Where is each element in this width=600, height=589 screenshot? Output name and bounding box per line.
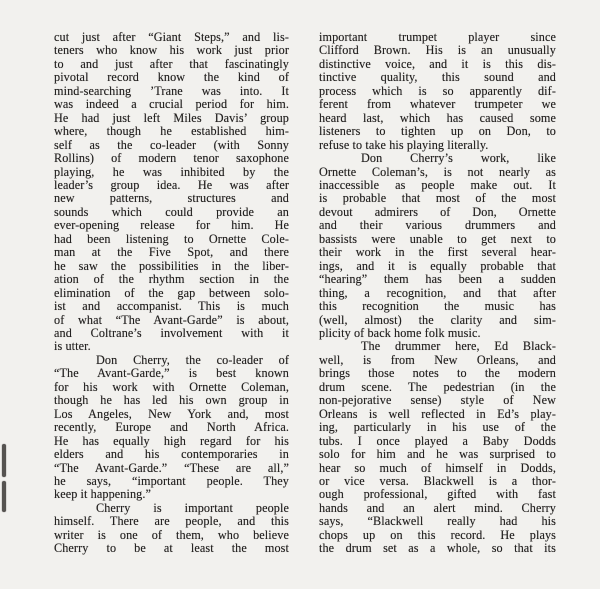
text-line: ing, particularly in his use of the — [319, 420, 556, 435]
text-line: sounds which could provide an — [54, 204, 289, 219]
text-line: ist and accompanist. This is much — [54, 299, 289, 314]
text-line: himself. There are people, and this — [54, 514, 289, 529]
text-line: important trumpet player since — [319, 30, 556, 44]
text-line: solo for him and he was surprised to — [319, 447, 556, 462]
text-line: Orleans is well reflected in Ed’s play- — [319, 406, 556, 421]
text-line: inaccessible as people make out. It — [319, 177, 556, 192]
text-line: ough professional, gifted with fast — [319, 487, 556, 502]
text-line: plicity of back home folk music. — [319, 325, 481, 340]
text-line: self as the co-leader (with Sonny — [54, 137, 289, 152]
text-line: mind-searching ’Trane was into. It — [54, 83, 289, 98]
text-line: brings those notes to the modern — [319, 366, 556, 381]
text-line: or vice versa. Blackwell is a thor- — [319, 473, 556, 488]
text-line: keep it happening.” — [54, 487, 151, 502]
text-line: recently, Europe and North Africa. — [54, 420, 289, 435]
text-line: says, “Blackwell really had his — [319, 514, 556, 529]
text-line: pivotal record know the kind of — [54, 70, 289, 85]
text-line: non-pejorative sense) style of New — [319, 393, 556, 408]
text-column-left — [54, 31, 289, 556]
text-line: heard last, which has caused some — [319, 110, 556, 125]
text-line: Don Cherry, the co-leader of — [96, 352, 289, 367]
text-line: their work in the first several hear- — [319, 245, 556, 260]
text-line: Ornette Coleman’s, is not nearly as — [319, 164, 556, 179]
text-line: “The Avant-Garde.” “These are all,” — [54, 460, 289, 475]
text-line: tubs. I once played a Baby Dodds — [319, 433, 556, 448]
text-line: leader’s group idea. He was after — [54, 177, 289, 192]
text-line: thing, a recognition, and that after — [319, 285, 556, 300]
text-line: of what “The Avant-Garde” is about, — [54, 312, 289, 327]
text-line: new patterns, structures and — [54, 191, 289, 206]
text-line: playing, he was inhibited by the — [54, 164, 289, 179]
text-line: “The Avant-Garde,” is best known — [54, 366, 289, 381]
text-line: elders and his contemporaries in — [54, 447, 289, 462]
text-line: bassists were unable to get next to — [319, 231, 556, 246]
text-line: man at the Five Spot, and there — [54, 245, 289, 260]
text-line: ferent from whatever trumpeter we — [319, 97, 556, 112]
text-line: hands and an alert mind. Cherry — [319, 500, 556, 515]
text-line: and Coltrane’s involvement with it — [54, 325, 289, 340]
text-line: ings, and it is equally probable that — [319, 258, 556, 273]
text-line: is probable that most of the most — [319, 191, 556, 206]
text-line: is utter. — [54, 339, 91, 354]
text-line: ever-opening release for him. He — [54, 218, 289, 233]
text-line: elimination of the gap between solo- — [54, 285, 289, 300]
text-line: Don Cherry’s work, like — [361, 151, 556, 166]
text-line: Cherry to be at least the most — [54, 541, 289, 556]
text-line: Los Angeles, New York and, most — [54, 406, 289, 421]
text-line: where, though he established him- — [54, 124, 289, 139]
text-line: cut just after “Giant Steps,” and lis- — [54, 30, 289, 44]
text-line: process which is so apparently dif- — [319, 83, 556, 98]
text-line: to and just after that fascinatingly — [54, 56, 289, 71]
text-line: distinctive voice, and it is this dis- — [319, 56, 556, 71]
text-line: refuse to take his playing literally. — [319, 137, 489, 152]
text-line: ation of the rhythm section in the — [54, 272, 289, 287]
text-line: listeners to tighten up on Don, to — [319, 124, 556, 139]
text-line: this recognition the music has — [319, 299, 556, 314]
text-line: well, is from New Orleans, and — [319, 352, 556, 367]
text-line: writer is one of them, who believe — [54, 527, 289, 542]
text-line: was indeed a crucial period for him. — [54, 97, 289, 112]
text-line: He had just left Miles Davis’ group — [54, 110, 289, 125]
text-line: the drum set as a whole, so that its — [319, 541, 556, 556]
text-line: devout admirers of Don, Ornette — [319, 204, 556, 219]
text-line: Clifford Brown. His is an unusually — [319, 43, 556, 58]
text-line: chops up on this record. He plays — [319, 527, 556, 542]
text-line: The drummer here, Ed Black- — [361, 339, 556, 354]
text-line: he says, “important people. They — [54, 473, 289, 488]
page-edge-mark — [1, 444, 6, 514]
text-line: drum scene. The pedestrian (in the — [319, 379, 556, 394]
text-line: “hearing” them has been a sudden — [319, 272, 556, 287]
text-column-right — [319, 31, 556, 556]
text-line: teners who know his work just prior — [54, 43, 289, 58]
text-line: for his work with Ornette Coleman, — [54, 379, 289, 394]
text-line: Cherry is important people — [96, 500, 289, 515]
text-line: he saw the possibilities in the liber- — [54, 258, 289, 273]
text-line: Rollins) of modern tenor saxophone — [54, 151, 289, 166]
text-line: He has equally high regard for his — [54, 433, 289, 448]
edge-mark-segment — [2, 444, 6, 477]
text-line: and their various drummers and — [319, 218, 556, 233]
text-line: though he has led his own group in — [54, 393, 289, 408]
text-line: tinctive quality, this sound and — [319, 70, 556, 85]
text-line: (well, almost) the clarity and sim- — [319, 312, 556, 327]
edge-mark-segment — [2, 481, 6, 512]
text-line: had been listening to Ornette Cole- — [54, 231, 289, 246]
text-line: hear so much of himself in Dodds, — [319, 460, 556, 475]
